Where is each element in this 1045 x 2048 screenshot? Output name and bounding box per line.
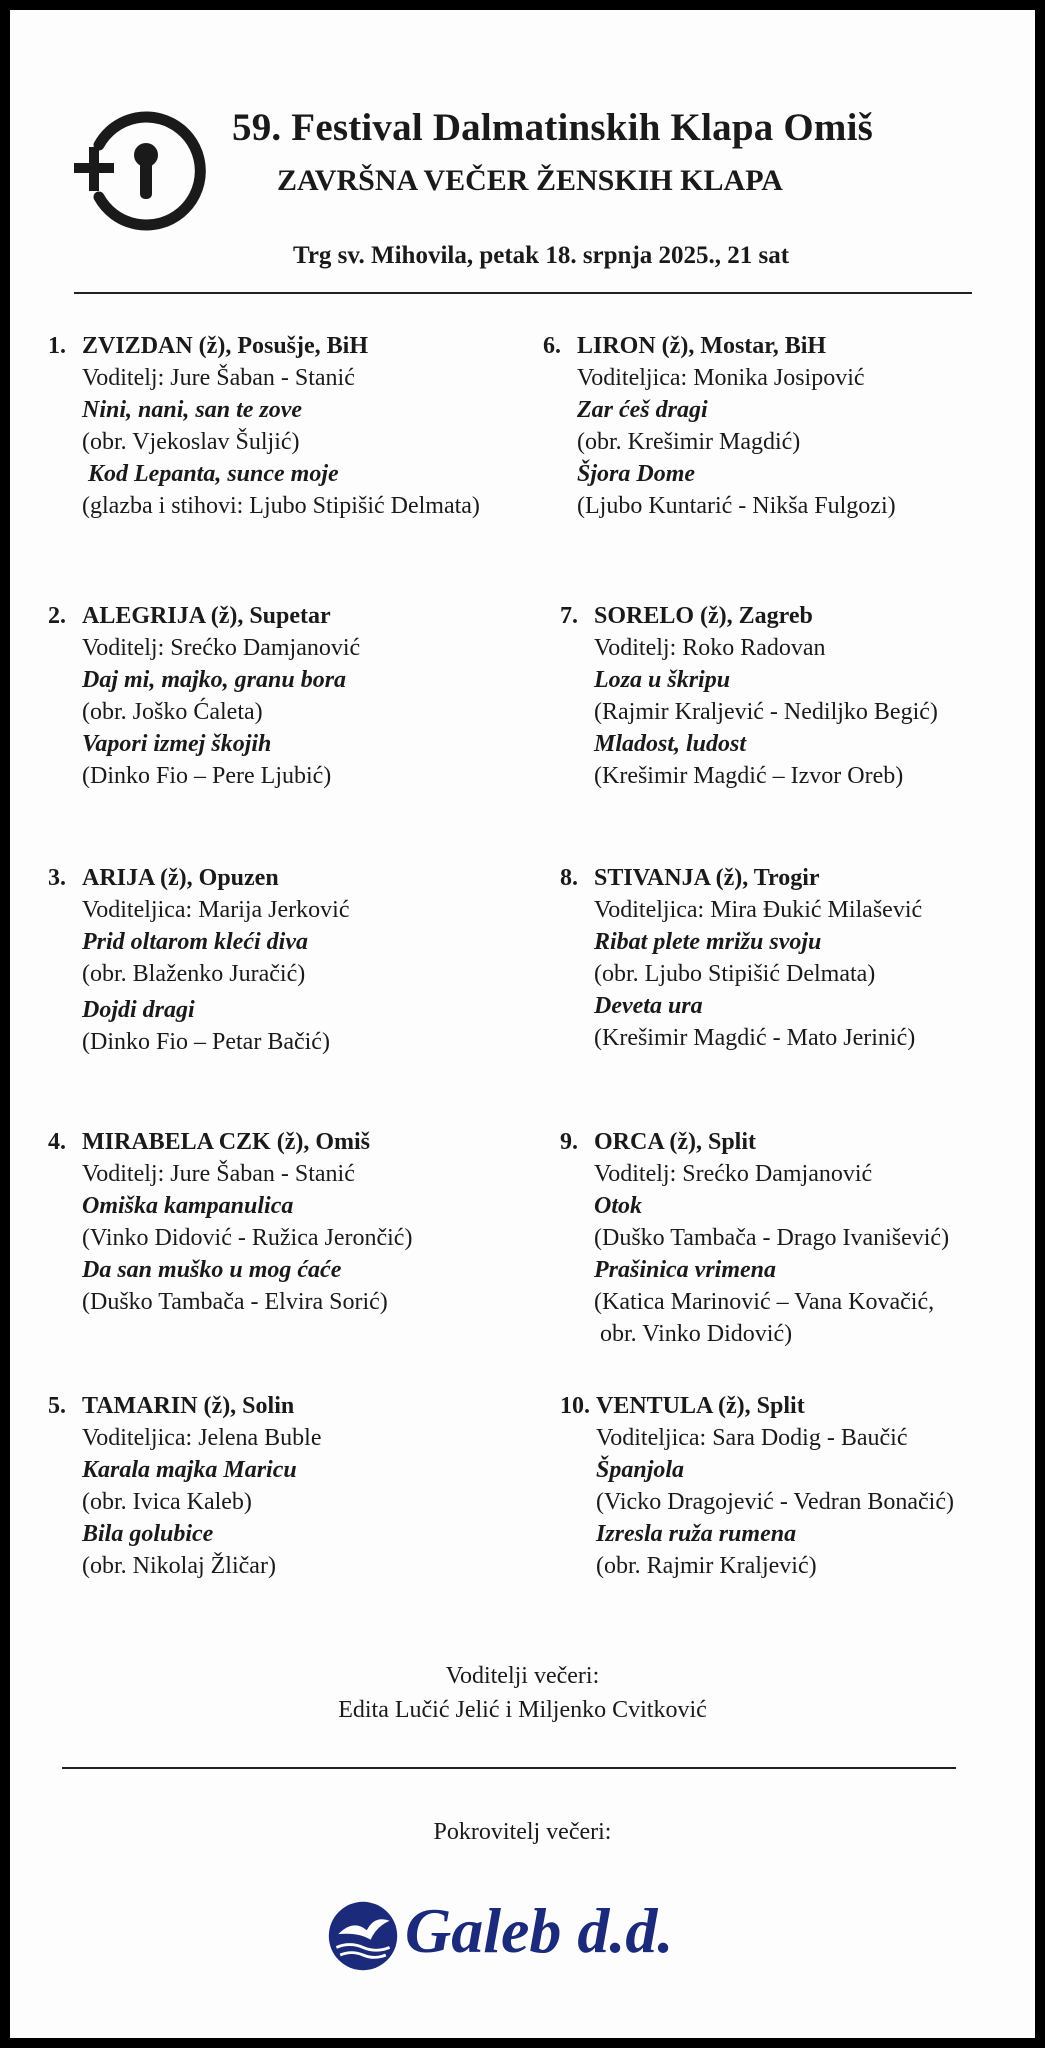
event-subtitle: ZAVRŠNA VEČER ŽENSKIH KLAPA: [277, 164, 783, 197]
song-title: Kod Lepanta, sunce moje: [88, 461, 339, 487]
song-credit: (Katica Marinović – Vana Kovačić,: [594, 1289, 935, 1315]
festival-title: 59. Festival Dalmatinskih Klapa Omiš: [232, 106, 874, 149]
hosts-names: Edita Lučić Jelić i Miljenko Cvitković: [338, 1697, 707, 1723]
song-title: Bila golubice: [82, 1521, 214, 1547]
song-title: Šjora Dome: [577, 461, 696, 487]
entry-8: [560, 862, 922, 1054]
song-title: Dojdi dragi: [82, 997, 195, 1023]
klapa-name: 8. STIVANJA (ž), Trogir: [560, 865, 820, 891]
klapa-leader: Voditelj: Srećko Damjanović: [594, 1161, 873, 1187]
song-credit: (obr. Joško Ćaleta): [82, 699, 263, 725]
song-credit: (obr. Ivica Kaleb): [82, 1489, 252, 1515]
song-credit: (obr. Blaženko Juračić): [82, 961, 306, 987]
klapa-leader: Voditeljica: Monika Josipović: [577, 365, 865, 391]
klapa-leader: Voditeljica: Mira Đukić Milašević: [594, 897, 923, 923]
entry-5: [48, 1390, 322, 1582]
song-title: Karala majka Maricu: [82, 1457, 297, 1483]
klapa-name: 1. ZVIZDAN (ž), Posušje, BiH: [48, 333, 368, 359]
sponsor-label: Pokrovitelj večeri:: [433, 1819, 612, 1845]
klapa-leader: Voditelj: Srećko Damjanović: [82, 635, 361, 661]
program-page: [10, 10, 1035, 2038]
sponsor-logo-text: Galeb d.d.: [405, 1895, 674, 1966]
song-title: Deveta ura: [594, 993, 703, 1019]
song-title: Mladost, ludost: [594, 731, 747, 757]
song-credit: (Vinko Didović - Ružica Jerončić): [82, 1225, 413, 1251]
song-credit: (Ljubo Kuntarić - Nikša Fulgozi): [577, 493, 896, 519]
song-title: Španjola: [596, 1457, 685, 1483]
klapa-name: 6. LIRON (ž), Mostar, BiH: [543, 333, 827, 359]
song-credit: (Rajmir Kraljević - Nediljko Begić): [594, 699, 938, 725]
entry-2: [48, 600, 360, 792]
song-credit: (glazba i stihovi: Ljubo Stipišić Delmata): [82, 493, 480, 519]
klapa-name: 10. VENTULA (ž), Split: [560, 1393, 805, 1419]
galeb-bird-icon: [325, 1898, 401, 1974]
klapa-leader: Voditelj: Jure Šaban - Stanić: [82, 1161, 355, 1187]
song-title: Daj mi, majko, granu bora: [82, 667, 347, 693]
entry-9: [560, 1126, 949, 1350]
klapa-leader: Voditelj: Jure Šaban - Stanić: [82, 365, 355, 391]
song-credit: (Duško Tambača - Drago Ivanišević): [594, 1225, 950, 1251]
song-credit: obr. Vinko Didović): [594, 1321, 793, 1347]
entry-10: [560, 1390, 954, 1582]
song-credit: (obr. Rajmir Kraljević): [596, 1553, 817, 1579]
klapa-name: 9. ORCA (ž), Split: [560, 1129, 756, 1155]
header-divider: [74, 292, 972, 294]
song-title: Prašinica vrimena: [594, 1257, 777, 1283]
klapa-name: 4. MIRABELA CZK (ž), Omiš: [48, 1129, 370, 1155]
entry-3: [48, 862, 349, 1058]
song-title: Da san muško u mog ćaće: [82, 1257, 342, 1283]
klapa-leader: Voditelj: Roko Radovan: [594, 635, 826, 661]
song-credit: (obr. Vjekoslav Šuljić): [82, 429, 300, 455]
klapa-leader: Voditeljica: Sara Dodig - Baučić: [596, 1425, 908, 1451]
song-title: Otok: [594, 1193, 642, 1219]
klapa-leader: Voditeljica: Marija Jerković: [82, 897, 350, 923]
song-credit: (Krešimir Magdić - Mato Jerinić): [594, 1025, 916, 1051]
song-credit: (Vicko Dragojević - Vedran Bonačić): [596, 1489, 954, 1515]
song-title: Loza u škripu: [594, 667, 731, 693]
song-title: Ribat plete mrižu svoju: [594, 929, 822, 955]
song-credit: (Dinko Fio – Petar Bačić): [82, 1029, 330, 1055]
footer-divider: [62, 1767, 956, 1769]
entry-4: [48, 1126, 412, 1318]
klapa-leader: Voditeljica: Jelena Buble: [82, 1425, 322, 1451]
klapa-name: 5. TAMARIN (ž), Solin: [48, 1393, 295, 1419]
song-title: Omiška kampanulica: [82, 1193, 294, 1219]
festival-logo-icon: [74, 105, 224, 235]
song-title: Vapori izmej škojih: [82, 731, 272, 757]
song-title: Nini, nani, san te zove: [82, 397, 303, 423]
entry-6: [543, 330, 896, 522]
entry-1: [48, 330, 480, 522]
song-credit: (obr. Ljubo Stipišić Delmata): [594, 961, 876, 987]
song-credit: (Duško Tambača - Elvira Sorić): [82, 1289, 388, 1315]
song-title: Zar ćeš dragi: [577, 397, 708, 423]
venue-date: Trg sv. Mihovila, petak 18. srpnja 2025., 21 sat: [293, 242, 790, 269]
klapa-name: 3. ARIJA (ž), Opuzen: [48, 865, 279, 891]
song-credit: (Dinko Fio – Pere Ljubić): [82, 763, 332, 789]
song-title: Prid oltarom kleći diva: [82, 929, 308, 955]
entry-7: [560, 600, 938, 792]
song-credit: (Krešimir Magdić – Izvor Oreb): [594, 763, 904, 789]
hosts-label: Voditelji večeri:: [445, 1663, 600, 1689]
song-title: Izresla ruža rumena: [596, 1521, 797, 1547]
klapa-name: 7. SORELO (ž), Zagreb: [560, 603, 813, 629]
song-credit: (obr. Krešimir Magdić): [577, 429, 801, 455]
klapa-name: 2. ALEGRIJA (ž), Supetar: [48, 603, 331, 629]
song-credit: (obr. Nikolaj Žličar): [82, 1553, 276, 1579]
